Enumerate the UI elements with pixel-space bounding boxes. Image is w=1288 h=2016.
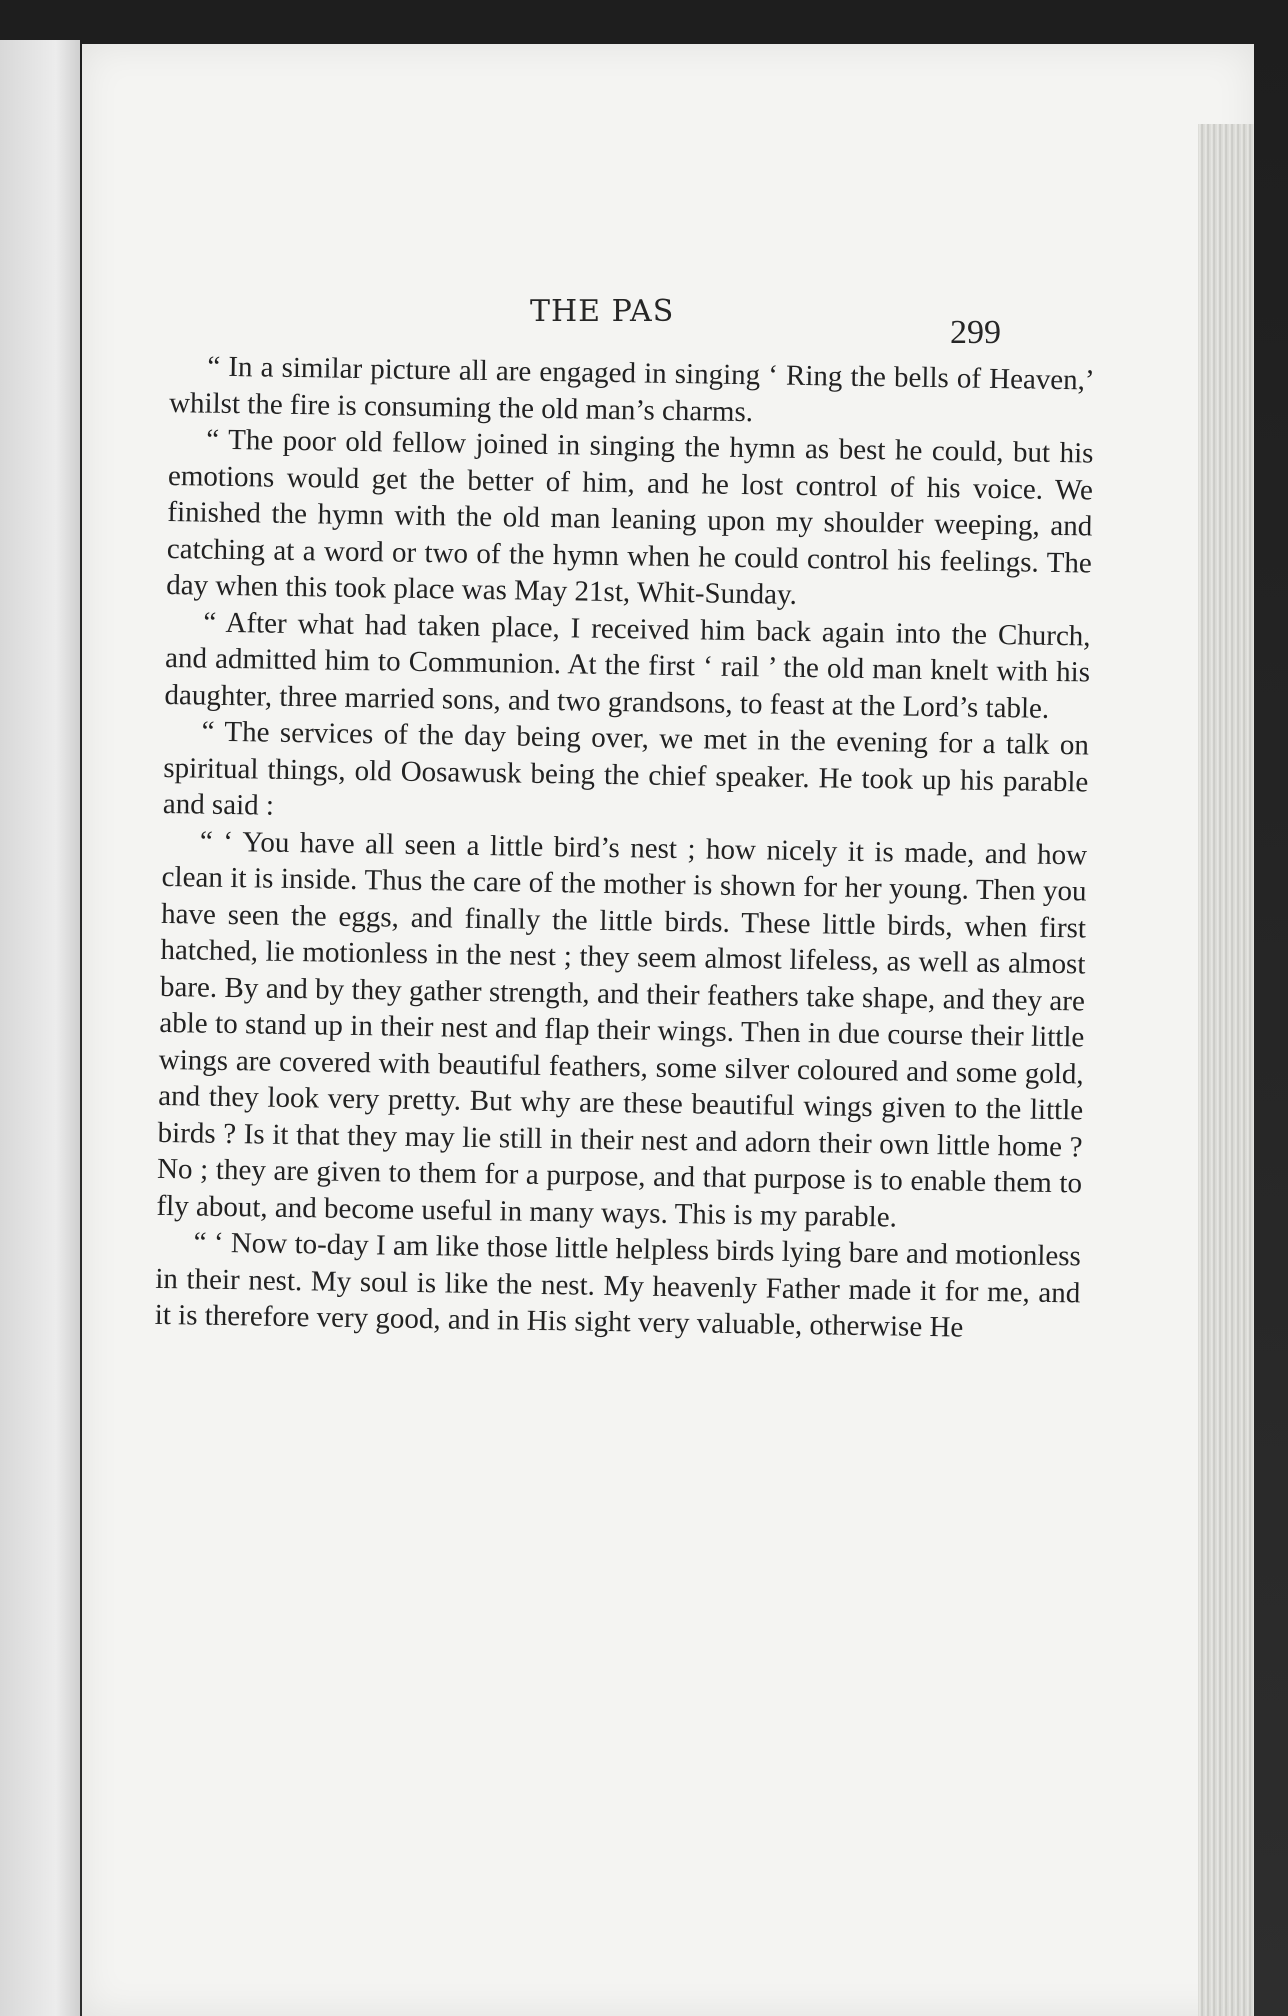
page-stack-edge <box>1198 124 1254 2016</box>
book-page <box>82 44 1254 2016</box>
paragraph: “ The services of the day being over, we met in the evening for a talk on spiritual things, old Oosawusk being the chief speaker. He took up his parable and said : <box>162 715 1090 822</box>
page-header <box>82 294 1254 354</box>
paragraph: “ The poor old fellow joined in singing the hymn as best he could, but his emotions would get the better of him, and he lost control of his voice. We finished the hymn with the old man leaning upon my shoulder weeping, and catching at a word or two of the hymn when he could control his feelings. The day when this took place was May 21st, Whit-Sunday. <box>166 423 1094 611</box>
page-number: 299 <box>950 314 1001 351</box>
paragraph: “ After what had taken place, I received him back again into the Church, and admitted him to Communion. At the first ‘ rail ’ the old man knelt with his daughter, three married sons, and two grandsons, to feast at the Lord’s table. <box>164 606 1091 725</box>
paragraph: “ ‘ You have all seen a little bird’s nest ; how nicely it is made, and how clean it is inside. Thus the care of the mother is shown for her young. Then you have seen the eggs, and finally the little birds. These little birds, when first hatched, lie motionless in the nest ; they seem almost lifeless, as well as almost bare. By and by they gather strength, and their feathers take shape, and they are able to stand up in their nest and flap their wings. Then in due course their little wings are covered with beautiful feathers, some silver coloured and some gold, and they look very pretty. But why are these beautiful wings given to the little birds ? Is it that they may lie still in their nest and adorn their own little home ? No ; they are given to them for a purpose, and that purpose is to enable them to fly about, and become useful in many ways. This is my parable. <box>156 825 1088 1234</box>
paragraph: “ ‘ Now to-day I am like those little helpless birds lying bare and motionless in their nest. My soul is like the nest. My heavenly Father made it for me, and it is therefore very good, and in His sight very valuable, otherwise He <box>154 1226 1082 1344</box>
paragraph: “ In a similar picture all are engaged in singing ‘ Ring the bells of Heaven,’ whilst the fire is consuming the old man’s charms. <box>168 350 1095 428</box>
facing-page-edge <box>0 40 80 2016</box>
body-text <box>155 348 1095 1348</box>
running-head: THE PAS <box>530 294 675 329</box>
